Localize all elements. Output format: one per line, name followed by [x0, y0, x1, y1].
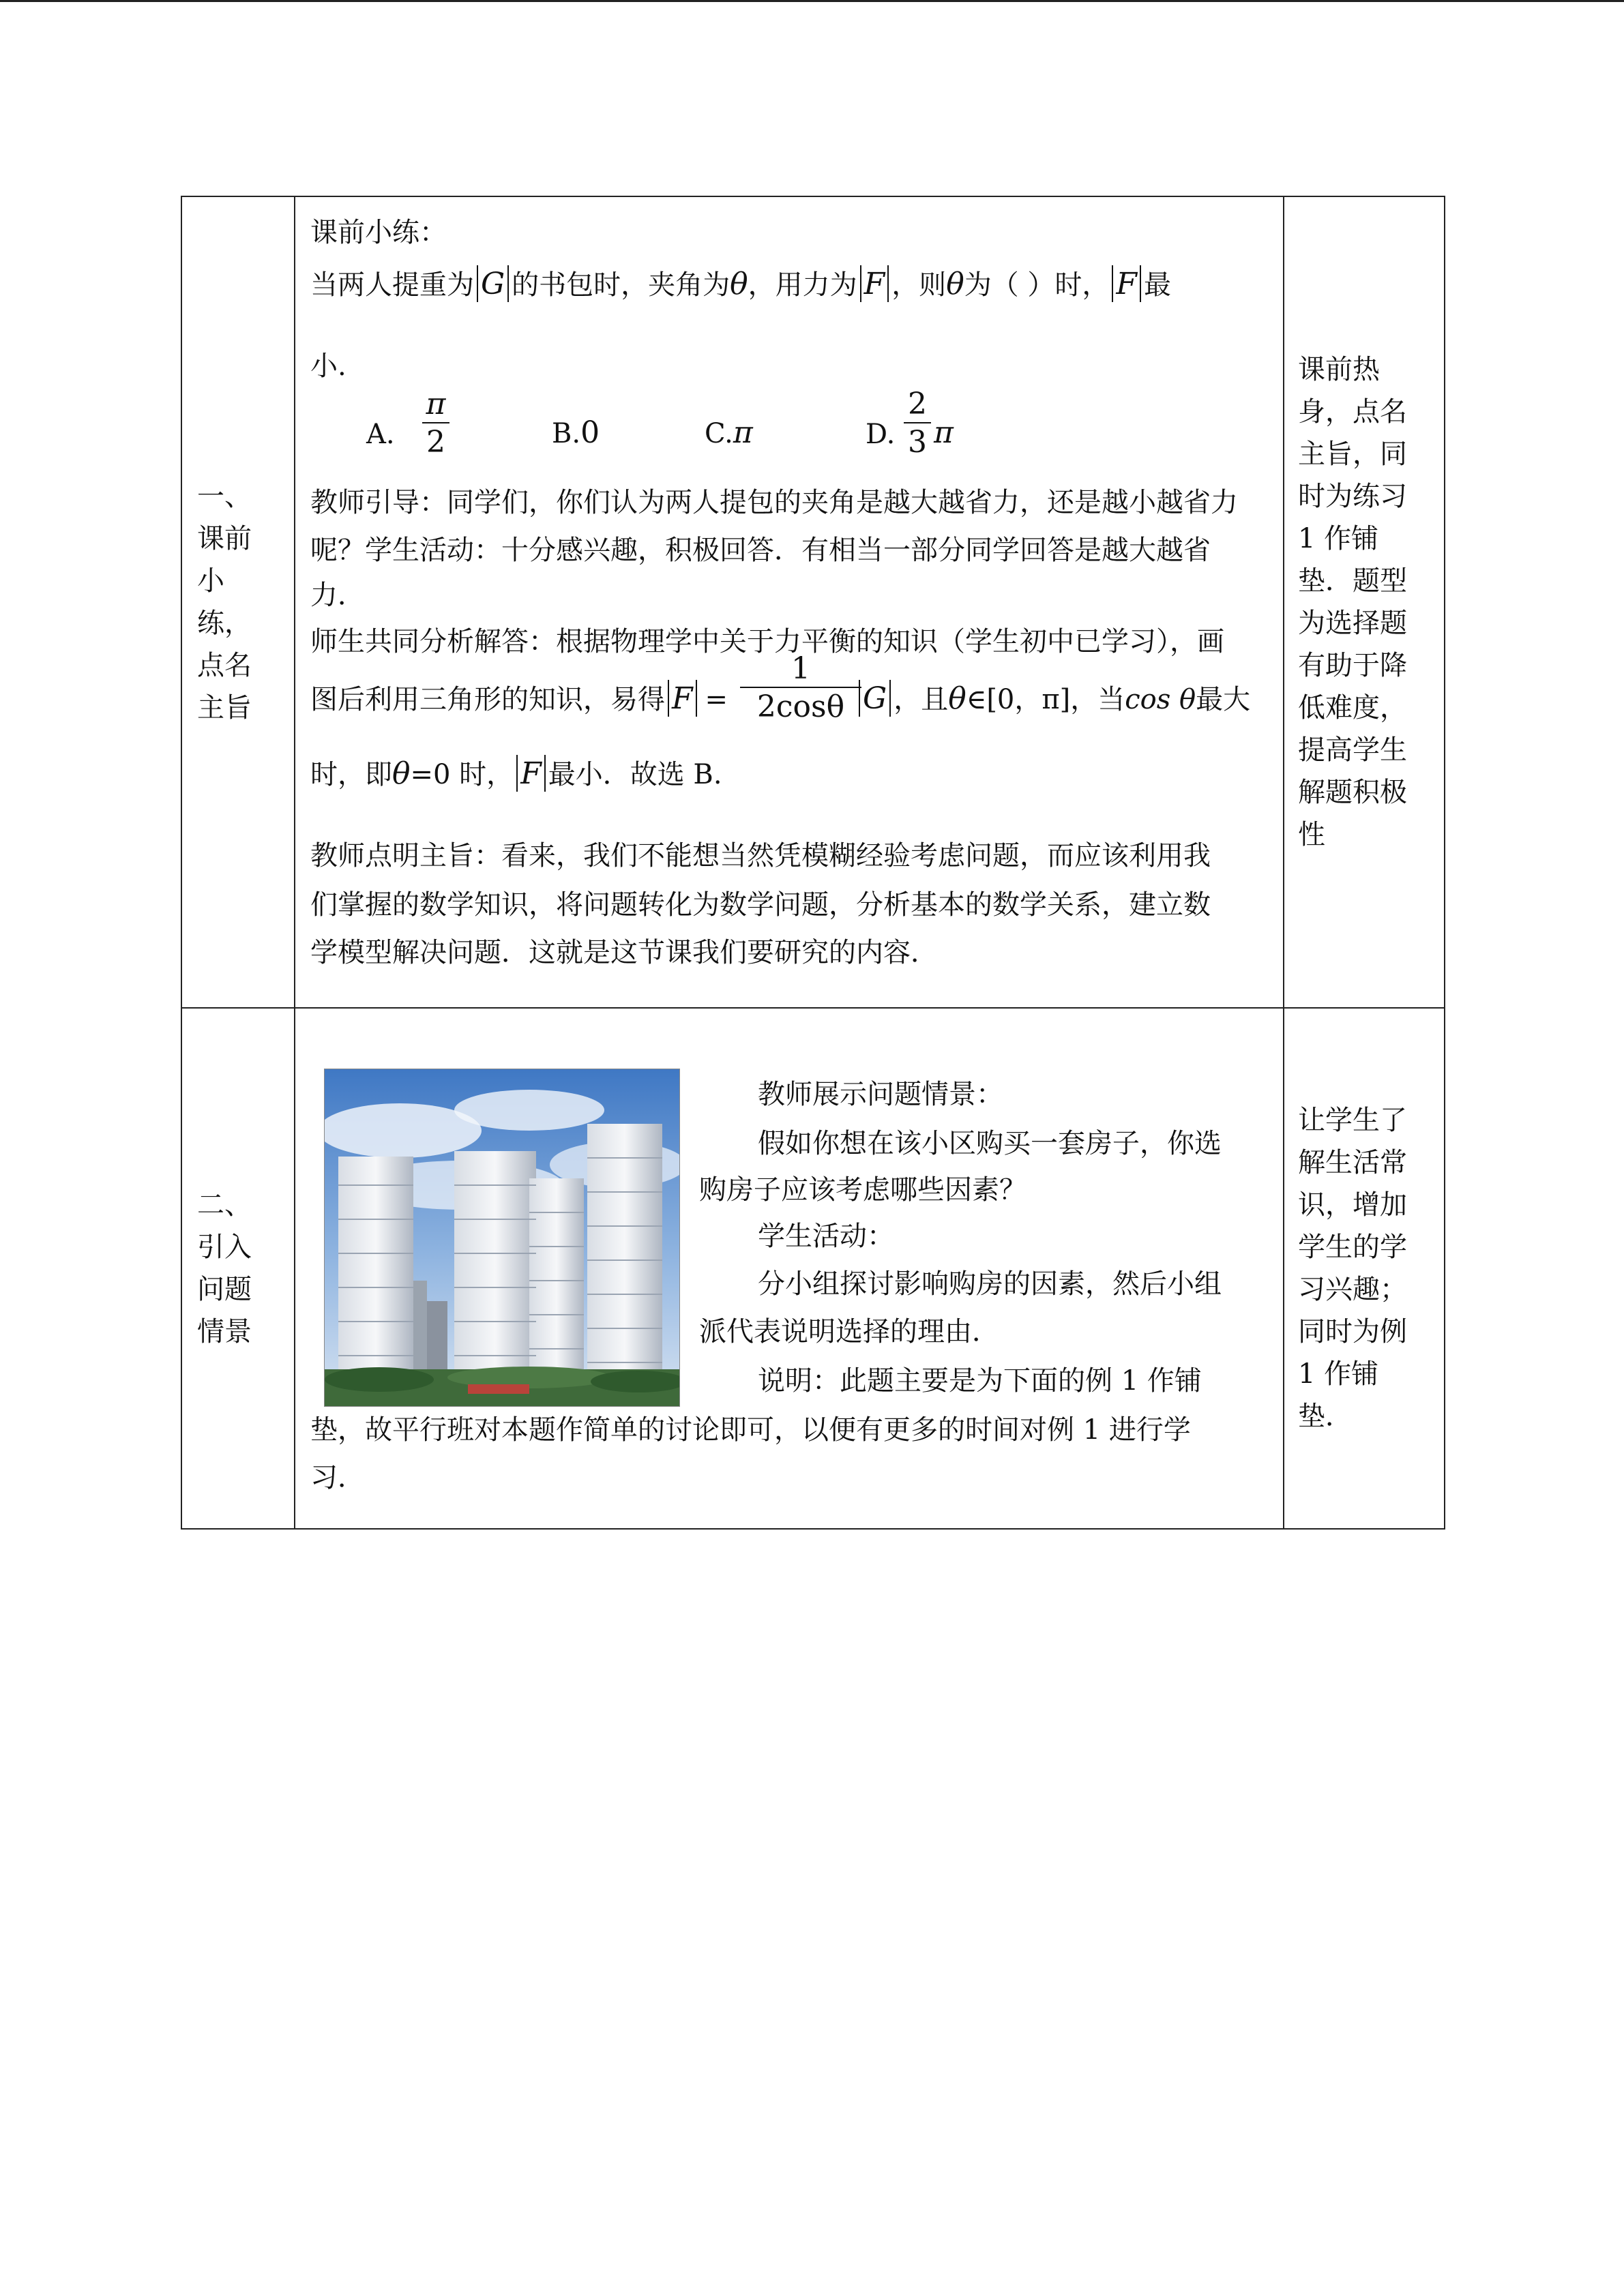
option-b: B.0 [552, 415, 600, 450]
note-line: 时为练习 [1298, 481, 1407, 512]
formula-fraction: 1 2cosθ [740, 653, 861, 725]
note-line: 垫．题型 [1298, 565, 1407, 597]
stage-line: 课前 [197, 523, 252, 554]
content-cell-1 [295, 196, 1284, 1008]
note-line: 解题积极 [1298, 777, 1407, 808]
note-line: 为选择题 [1298, 608, 1407, 639]
stage-line: 引入 [197, 1232, 252, 1263]
analysis-line-formula: 图后利用三角形的知识，易得 F = G ，且θ∈[0，π]，当cos θ最大 [310, 681, 1251, 716]
page-top-border [0, 0, 1624, 2]
apartment-buildings-photo [324, 1069, 680, 1407]
content-cell-2 [295, 1008, 1284, 1529]
stage-cell-1 [181, 196, 295, 1008]
stage-line: 小 [197, 565, 224, 597]
question-line-end: 小. [310, 351, 346, 382]
stage-line: 主旨 [197, 692, 252, 724]
scenario-line: 购房子应该考虑哪些因素？ [699, 1174, 1027, 1206]
summary-line: 学模型解决问题．这就是这节课我们要研究的内容． [310, 937, 938, 968]
stage-line: 一、 [197, 481, 252, 512]
note-line: 让学生了 [1298, 1105, 1407, 1136]
option-a-fraction: π 2 [422, 388, 449, 460]
summary-line: 们掌握的数学知识，将问题转化为数学问题，分析基本的数学关系，建立数 [310, 889, 1211, 921]
note-line: 学生的学 [1298, 1232, 1407, 1263]
lesson-plan-table [181, 196, 1445, 1530]
note-line: 解生活常 [1298, 1147, 1407, 1178]
note-line: 垫． [1298, 1401, 1353, 1432]
table-row-pre-class [181, 196, 1445, 1008]
note-line: 课前热 [1298, 354, 1380, 385]
stage-line: 问题 [197, 1274, 252, 1305]
scenario-line: 学生活动： [758, 1221, 894, 1252]
note-line: 有助于降 [1298, 650, 1407, 681]
scenario-line: 教师展示问题情景： [758, 1079, 1003, 1110]
scenario-line: 习． [310, 1462, 365, 1493]
option-a-label: A. [366, 419, 395, 450]
section-heading: 课前小练： [310, 217, 447, 248]
guide-line: 力． [310, 580, 365, 611]
question-line: 当两人提重为 G 的书包时，夹角为θ，用力为 F ，则θ为（ ）时， F 最 [310, 267, 1171, 301]
option-c: C.π [705, 415, 753, 450]
table-row-scenario [181, 1008, 1445, 1529]
note-line: 识，增加 [1298, 1189, 1407, 1221]
note-line: 1 作铺 [1298, 523, 1379, 554]
stage-cell-2 [181, 1008, 295, 1529]
summary-line: 教师点明主旨：看来，我们不能想当然凭模糊经验考虑问题，而应该利用我 [310, 840, 1211, 871]
scenario-line: 分小组探讨影响购房的因素，然后小组 [758, 1268, 1222, 1300]
note-line: 1 作铺 [1298, 1358, 1379, 1390]
scenario-line: 派代表说明选择的理由． [699, 1316, 999, 1347]
analysis-line: 师生共同分析解答：根据物理学中关于力平衡的知识（学生初中已学习），画 [310, 626, 1224, 657]
note-line: 同时为例 [1298, 1316, 1407, 1347]
apartment-buildings-illustration [325, 1069, 679, 1406]
scenario-line: 说明：此题主要是为下面的例 1 作铺 [758, 1365, 1202, 1397]
guide-line: 教师引导：同学们，你们认为两人提包的夹角是越大越省力，还是越小越省力 [310, 487, 1238, 518]
stage-line: 情景 [197, 1316, 252, 1347]
analysis-line-result: 时，即θ=0 时， F 最小．故选 B. [310, 756, 722, 791]
note-line: 主旨，同 [1298, 438, 1407, 470]
stage-line: 点名 [197, 650, 252, 681]
note-line: 习兴趣； [1298, 1274, 1407, 1305]
note-cell-1 [1284, 196, 1445, 1008]
stage-line: 练， [197, 608, 252, 639]
note-line: 身，点名 [1298, 396, 1407, 428]
note-line: 低难度， [1298, 692, 1407, 724]
note-line: 性 [1298, 819, 1325, 850]
note-cell-2 [1284, 1008, 1445, 1529]
option-d-label: D. [866, 419, 896, 450]
scenario-line: 假如你想在该小区购买一套房子，你选 [758, 1128, 1222, 1159]
guide-line: 呢？学生活动：十分感兴趣，积极回答．有相当一部分同学回答是越大越省 [310, 535, 1211, 566]
option-d-fraction: 2 3 [904, 388, 931, 460]
option-d-pi: π [934, 415, 954, 450]
note-line: 提高学生 [1298, 734, 1407, 766]
stage-line: 二、 [197, 1189, 252, 1221]
scenario-line: 垫，故平行班对本题作简单的讨论即可，以便有更多的时间对例 1 进行学 [310, 1414, 1191, 1446]
